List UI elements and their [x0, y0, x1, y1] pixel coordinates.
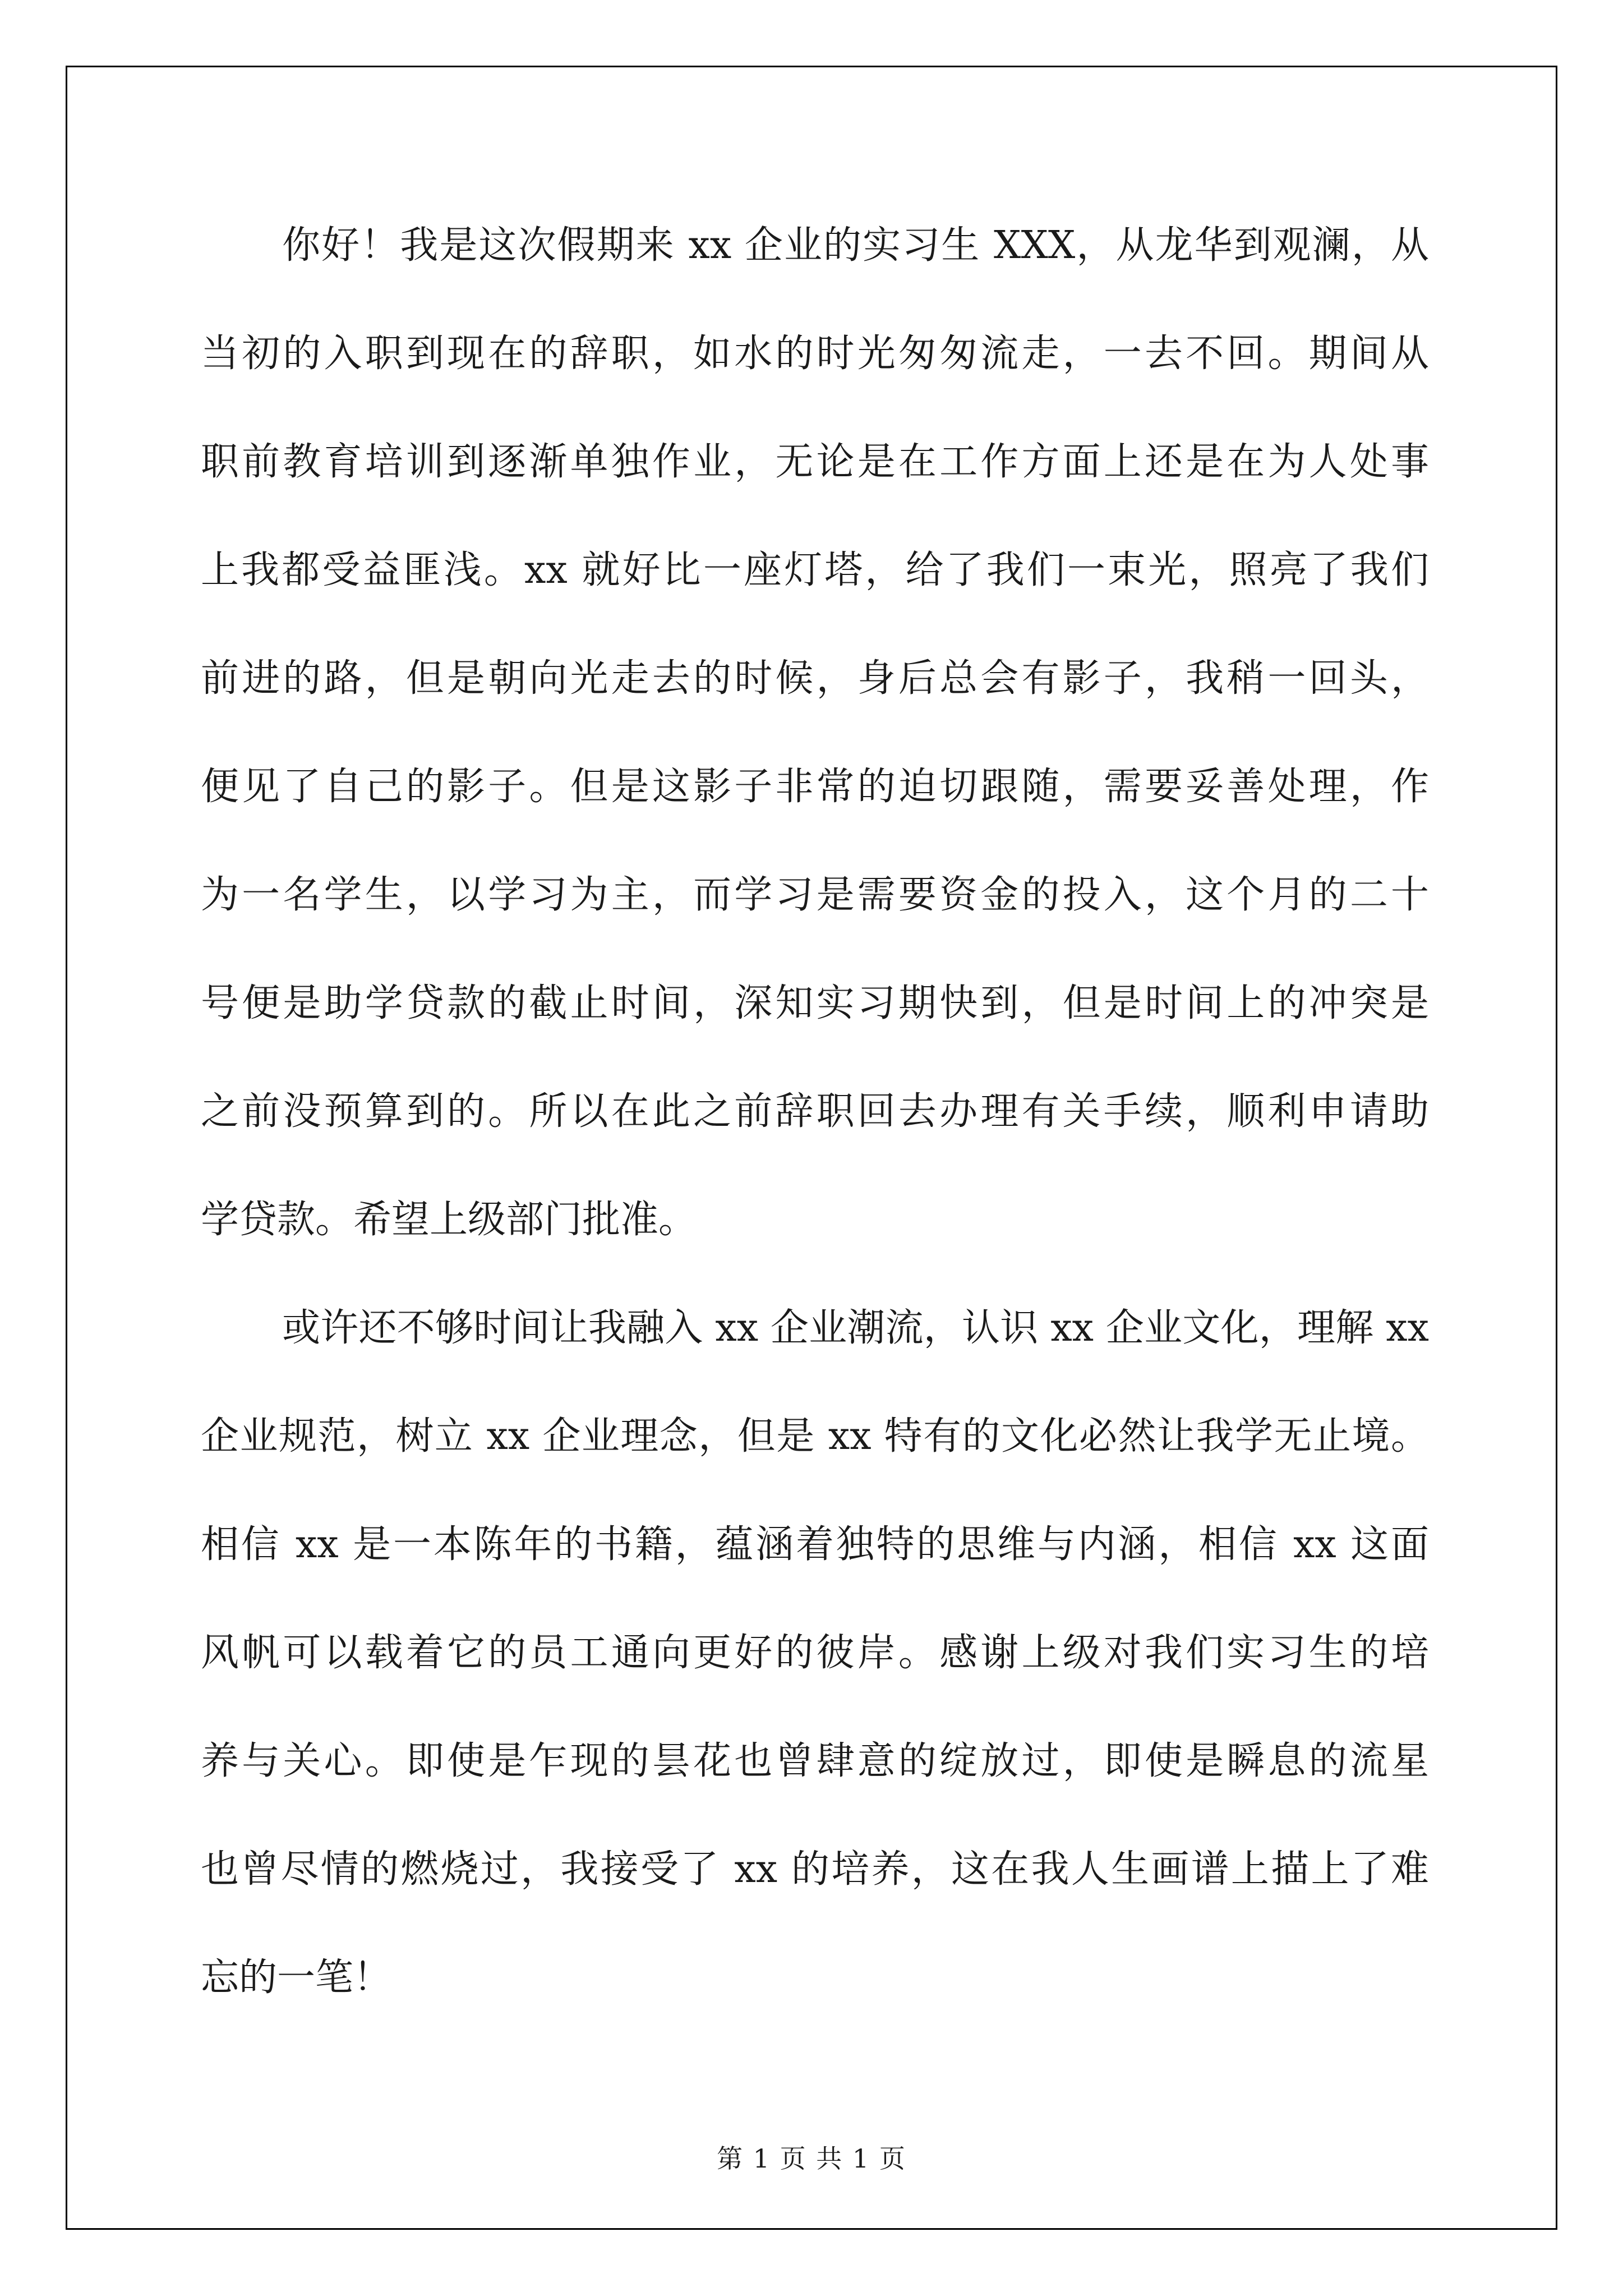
text-line: 之前没预算到的。所以在此之前辞职回去办理有关手续，顺利申请助: [201, 1089, 1429, 1134]
text-line: 养与关心。即使是乍现的昙花也曾肆意的绽放过，即使是瞬息的流星: [201, 1739, 1429, 1783]
paragraph-1: [201, 212, 1429, 1295]
text-line: 便见了自己的影子。但是这影子非常的迫切跟随，需要妥善处理，作: [201, 765, 1429, 809]
text-line: 上我都受益匪浅。xx 就好比一座灯塔，给了我们一束光，照亮了我们: [201, 548, 1429, 592]
text-line: 当初的入职到现在的辞职，如水的时光匆匆流走，一去不回。期间从: [201, 332, 1429, 376]
document-body: [201, 212, 1429, 2053]
text-line: 前进的路，但是朝向光走去的时候，身后总会有影子，我稍一回头，: [201, 656, 1429, 701]
text-line: 相信 xx 是一本陈年的书籍，蕴涵着独特的思维与内涵，相信 xx 这面: [201, 1522, 1429, 1567]
text-line: 也曾尽情的燃烧过，我接受了 xx 的培养，这在我人生画谱上描上了难: [201, 1847, 1429, 1892]
text-line: 企业规范，树立 xx 企业理念，但是 xx 特有的文化必然让我学无止境。: [201, 1414, 1429, 1458]
text-line: 忘的一笔！: [201, 1955, 392, 2000]
paragraph-2: [201, 1295, 1429, 2053]
text-line: 号便是助学贷款的截止时间，深知实习期快到，但是时间上的冲突是: [201, 981, 1429, 1025]
text-line: 职前教育培训到逐渐单独作业，无论是在工作方面上还是在为人处事: [201, 440, 1429, 484]
text-line: 你好！我是这次假期来 xx 企业的实习生 XXX，从龙华到观澜，从: [282, 223, 1429, 268]
text-line: 为一名学生，以学习为主，而学习是需要资金的投入，这个月的二十: [201, 873, 1429, 917]
text-line: 风帆可以载着它的员工通向更好的彼岸。感谢上级对我们实习生的培: [201, 1631, 1429, 1675]
text-line: 或许还不够时间让我融入 xx 企业潮流，认识 xx 企业文化，理解 xx: [282, 1306, 1429, 1350]
text-line: 学贷款。希望上级部门批准。: [201, 1198, 697, 1242]
page-footer: 第 1 页 共 1 页: [717, 2143, 906, 2174]
